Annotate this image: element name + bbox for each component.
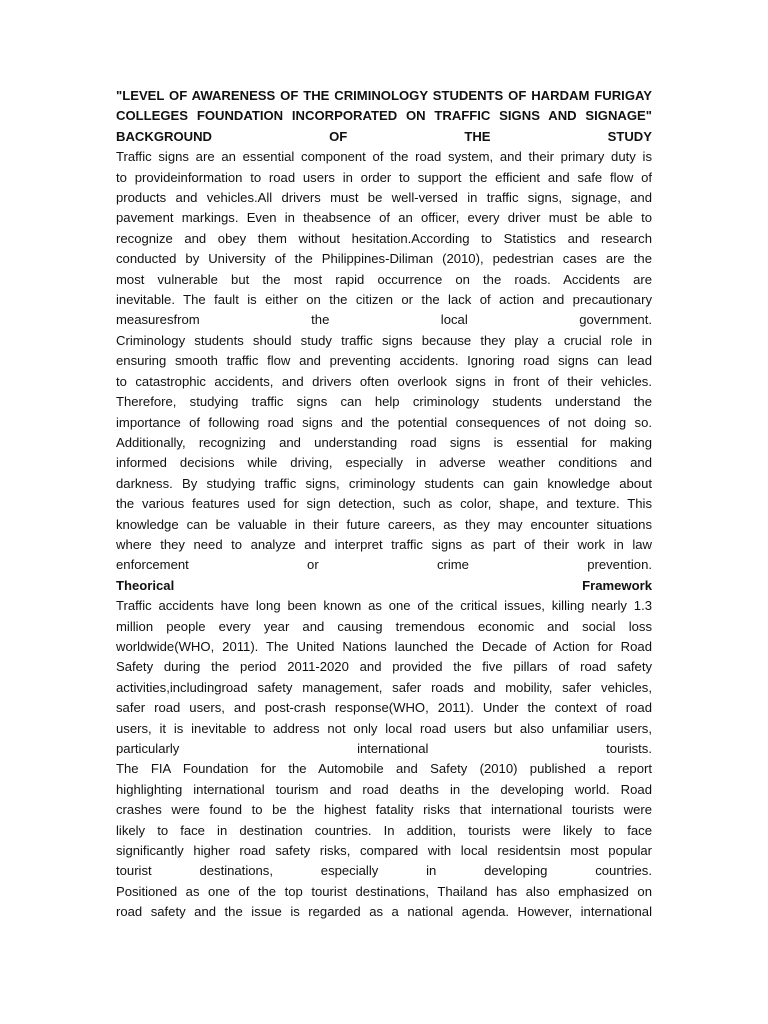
background-line: Criminology students should study traffic signs because they play a crucial role in	[116, 332, 652, 348]
document-title-line-1: "LEVEL OF AWARENESS OF THE CRIMINOLOGY STUDENTS OF HARDAM FURIGAY	[116, 88, 652, 103]
framework-line: tourist destinations, especially in developing countries.	[116, 863, 652, 879]
background-line: to provideinformation to road users in order to support the efficient and safe flow of	[116, 169, 652, 185]
framework-line: likely to face in destination countries. In addition, tourists were likely to face	[116, 822, 652, 838]
background-line: inevitable. The fault is either on the citizen or the lack of action and precautionary	[116, 292, 652, 308]
background-line: to catastrophic accidents, and drivers often overlook signs in front of their vehicles.	[116, 373, 652, 389]
background-line: enforcement or crime prevention.	[116, 557, 652, 573]
background-line: Traffic signs are an essential component of the road system, and their primary duty is	[116, 149, 652, 165]
document-page	[116, 86, 652, 923]
background-line: knowledge can be valuable in their future careers, as they may encounter situations	[116, 516, 652, 532]
framework-line: safer road users, and post-crash response(WHO, 2011). Under the context of road	[116, 700, 652, 716]
framework-line: activities,includingroad safety management, safer roads and mobility, safer vehicles,	[116, 679, 652, 695]
framework-line: crashes were found to be the highest fatality risks that international tourists were	[116, 802, 652, 818]
background-line: most vulnerable but the most rapid occurrence on the roads. Accidents are	[116, 271, 652, 287]
framework-line: users, it is inevitable to address not only local road users but also unfamiliar users,	[116, 720, 652, 736]
framework-line: million people every year and causing tremendous economic and social loss	[116, 618, 652, 634]
background-line: Therefore, studying traffic signs can help criminology students understand the	[116, 394, 652, 410]
background-line: the various features used for sign detection, such as color, shape, and texture. This	[116, 496, 652, 512]
background-line: ensuring smooth traffic flow and preventing accidents. Ignoring road signs can lead	[116, 353, 652, 369]
framework-line: The FIA Foundation for the Automobile and Safety (2010) published a report	[116, 761, 652, 777]
background-line: Additionally, recognizing and understanding road signs is essential for making	[116, 434, 652, 450]
background-line: where they need to analyze and interpret traffic signs as part of their work in law	[116, 536, 652, 552]
framework-line: worldwide(WHO, 2011). The United Nations launched the Decade of Action for Road	[116, 638, 652, 654]
background-line: informed decisions while driving, especially in adverse weather conditions and	[116, 455, 652, 471]
framework-line: highlighting international tourism and road deaths in the developing world. Road	[116, 781, 652, 797]
background-line: conducted by University of the Philippines-Diliman (2010), pedestrian cases are the	[116, 251, 652, 267]
background-line: recognize and obey them without hesitation.According to Statistics and research	[116, 230, 652, 246]
document-title-line-2: COLLEGES FOUNDATION INCORPORATED ON TRAFFIC SIGNS AND SIGNAGE"	[116, 108, 652, 124]
background-line: darkness. By studying traffic signs, criminology students can gain knowledge about	[116, 475, 652, 491]
framework-line: Safety during the period 2011-2020 and provided the five pillars of road safety	[116, 659, 652, 675]
framework-line: Traffic accidents have long been known as one of the critical issues, killing nearly 1.3	[116, 598, 652, 614]
background-line: pavement markings. Even in theabsence of an officer, every driver must be able to	[116, 210, 652, 226]
framework-line: particularly international tourists.	[116, 741, 652, 756]
background-line: measuresfrom the local government.	[116, 312, 652, 328]
framework-line: Positioned as one of the top tourist destinations, Thailand has also emphasized on	[116, 883, 652, 899]
framework-line: significantly higher road safety risks, compared with local residentsin most popular	[116, 843, 652, 859]
framework-heading: Theorical Framework	[116, 577, 652, 593]
background-line: products and vehicles.All drivers must be well-versed in traffic signs, signage, and	[116, 190, 652, 206]
background-line: importance of following road signs and the potential consequences of not doing so.	[116, 414, 652, 430]
background-heading: BACKGROUND OF THE STUDY	[116, 128, 652, 144]
framework-line: road safety and the issue is regarded as a national agenda. However, international	[116, 904, 652, 920]
